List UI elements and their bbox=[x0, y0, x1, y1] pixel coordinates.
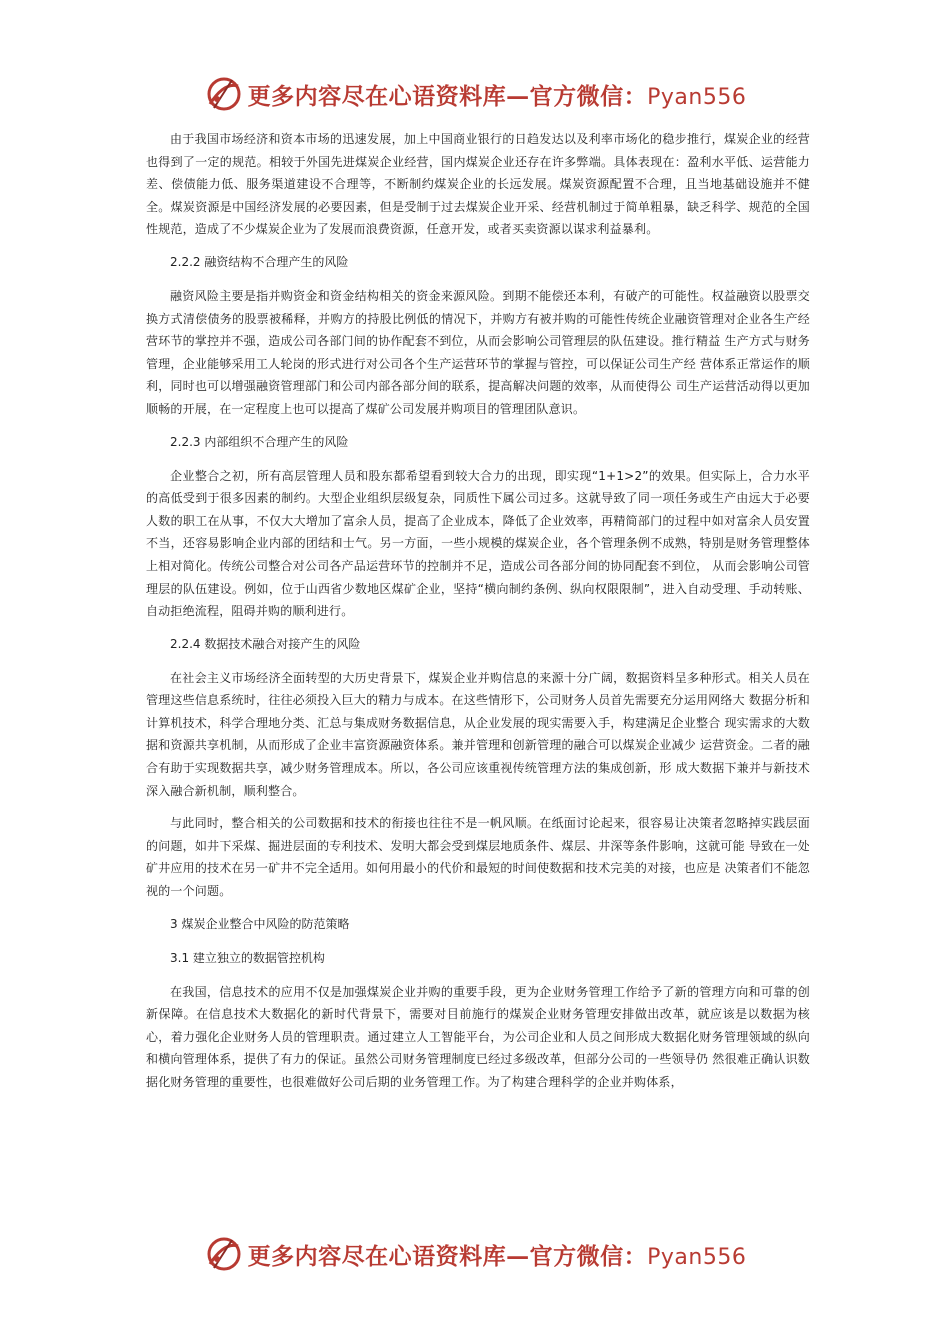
body-paragraph: 与此同时，整合相关的公司数据和技术的衔接也往往不是一帆风顺。在纸面讨论起来，很容易让决策者忽略掉实践层面的问题，如井下采煤、掘进层面的专利技术、发明大都会受到煤层地质条件、煤层、井深等条件影响，这就可能 导致在一处矿井应用的技术在另一矿井不完全适用。如何用最小的代价和最短的时间使数据和技术完美的对接，也应是 决策者们不能忽视的一个问题。 bbox=[146, 816, 810, 899]
body-paragraph: 在我国，信息技术的应用不仅是加强煤炭企业并购的重要手段，更为企业财务管理工作给予了新的管理方向和可靠的创新保障。在信息技术大数据化的新时代背景下，需要对目前施行的煤炭企业财务管理安排做出改革，就应该是以数据为核心，着力强化企业财务人员的管理职责。通过建立人工智能平台，为公司企业和人员之间形成大数据化财务管理领域的纵向和横向管理体系，提供了有力的保证。虽然公司财务管理制度已经过多级改革，但部分公司的一些领导仍 然很难正确认识数据化财务管理的重要性，也很难做好公司后期的业务管理工作。为了构建合理科学的企业并购体系， bbox=[146, 984, 810, 1089]
body-paragraph: 企业整合之初，所有高层管理人员和股东都希望看到较大合力的出现，即实现“1+1>2”的效果。但实际上，合力水平的高低受到于很多因素的制约。大型企业组织层级复杂，同质性下属公司过多。这就导致了同一项任务或生产由远大于必要人数的职工在从事，不仅大大增加了富余人员，提高了企业成本，降低了企业效率，再精简部门的过程中如对富余人员安置不当，还容易影响企业内部的团结和士气。另一方面，一些小规模的煤炭企业，各个管理条例不成熟，特别是财务管理整体上相对简化。传统公司整合对公司各产品运营环节的控制并不足，造成公司各部分间的协同配套不到位， 从而会影响公司管理层的队伍建设。例如，位于山西省少数地区煤矿企业，坚持“横向制约条例、纵向权限限制”，进入自动受理、手动转账、自动拒绝流程，阻碍并购的顺利进行。 bbox=[146, 468, 810, 619]
watermark-logo bbox=[204, 1234, 244, 1274]
section-heading: 3.1 建立独立的数据管控机构 bbox=[170, 950, 325, 965]
body-paragraph: 融资风险主要是指并购资金和资金结构相关的资金来源风险。到期不能偿还本利，有破产的可能性。权益融资以股票交换方式清偿债务的股票被稀释，并购方的持股比例低的情况下，并购方有被并购的可能性传统企业融资管理对企业各生产经营环节的掌控并不强，造成公司各部门间的协作配套不到位，从而会影响公司管理层的队伍建设。推行精益 生产方式与财务管理，企业能够采用工人轮岗的形式进行对公司各个生产运营环节的掌握与管控，可以保证公司生产经 营体系正常运作的顺利，同时也可以增强融资管理部门和公司内部各部分间的联系，提高解决问题的效率，从而使得公 司生产运营活动得以更加顺畅的开展，在一定程度上也可以提高了煤矿公司发展并购项目的管理团队意识。 bbox=[146, 288, 810, 416]
body-paragraph: 由于我国市场经济和资本市场的迅速发展，加上中国商业银行的日趋发达以及利率市场化的稳步推行，煤炭企业的经营也得到了一定的规范。相较于外国先进煤炭企业经营，国内煤炭企业还存在许多弊端。具体表现在：盈利水平低、运营能力差、偿债能力低、服务渠道建设不合理等，不断制约煤炭企业的长远发展。煤炭资源配置不合理，且当地基础设施并不健全。煤炭资源是中国经济发展的必要因素，但是受制于过去煤炭企业开采、经营机制过于简单粗暴，缺乏科学、规范的全国性规范，造成了不少煤炭企业为了发展而浪费资源，任意开发，或者买卖资源以谋求利益暴利。 bbox=[146, 132, 810, 237]
watermark-wechat-id: Pyan556 bbox=[647, 84, 747, 110]
watermark-header bbox=[0, 70, 950, 118]
section-heading: 2.2.4 数据技术融合对接产生的风险 bbox=[170, 636, 361, 651]
section-heading: 2.2.3 内部组织不合理产生的风险 bbox=[170, 434, 349, 449]
section-heading: 3 煤炭企业整合中风险的防范策略 bbox=[170, 916, 350, 931]
watermark-text: 更多内容尽在心语资料库—官方微信：Pyan556 bbox=[247, 82, 747, 110]
watermark-logo bbox=[204, 74, 244, 114]
document-body bbox=[146, 128, 810, 1104]
section-heading: 2.2.2 融资结构不合理产生的风险 bbox=[170, 254, 349, 269]
watermark-footer bbox=[0, 1230, 950, 1278]
watermark-text: 更多内容尽在心语资料库—官方微信：Pyan556 bbox=[247, 1242, 747, 1270]
watermark-wechat-id: Pyan556 bbox=[647, 1244, 747, 1270]
body-paragraph: 在社会主义市场经济全面转型的大历史背景下，煤炭企业并购信息的来源十分广阔，数据资料呈多种形式。相关人员在管理这些信息系统时，往往必须投入巨大的精力与成本。在这些情形下，公司财务人员首先需要充分运用网络大 数据分析和计算机技术，科学合理地分类、汇总与集成财务数据信息，从企业发展的现实需要入手，构建满足企业整合 现实需求的大数据和资源共享机制，从而形成了企业丰富资源融资体系。兼并管理和创新管理的融合可以煤炭企业减少 运营资金。二者的融合有助于实现数据共享，减少财务管理成本。所以，各公司应该重视传统管理方法的集成创新，形 成大数据下兼并与新技术深入融合新机制，顺利整合。 bbox=[146, 670, 810, 798]
